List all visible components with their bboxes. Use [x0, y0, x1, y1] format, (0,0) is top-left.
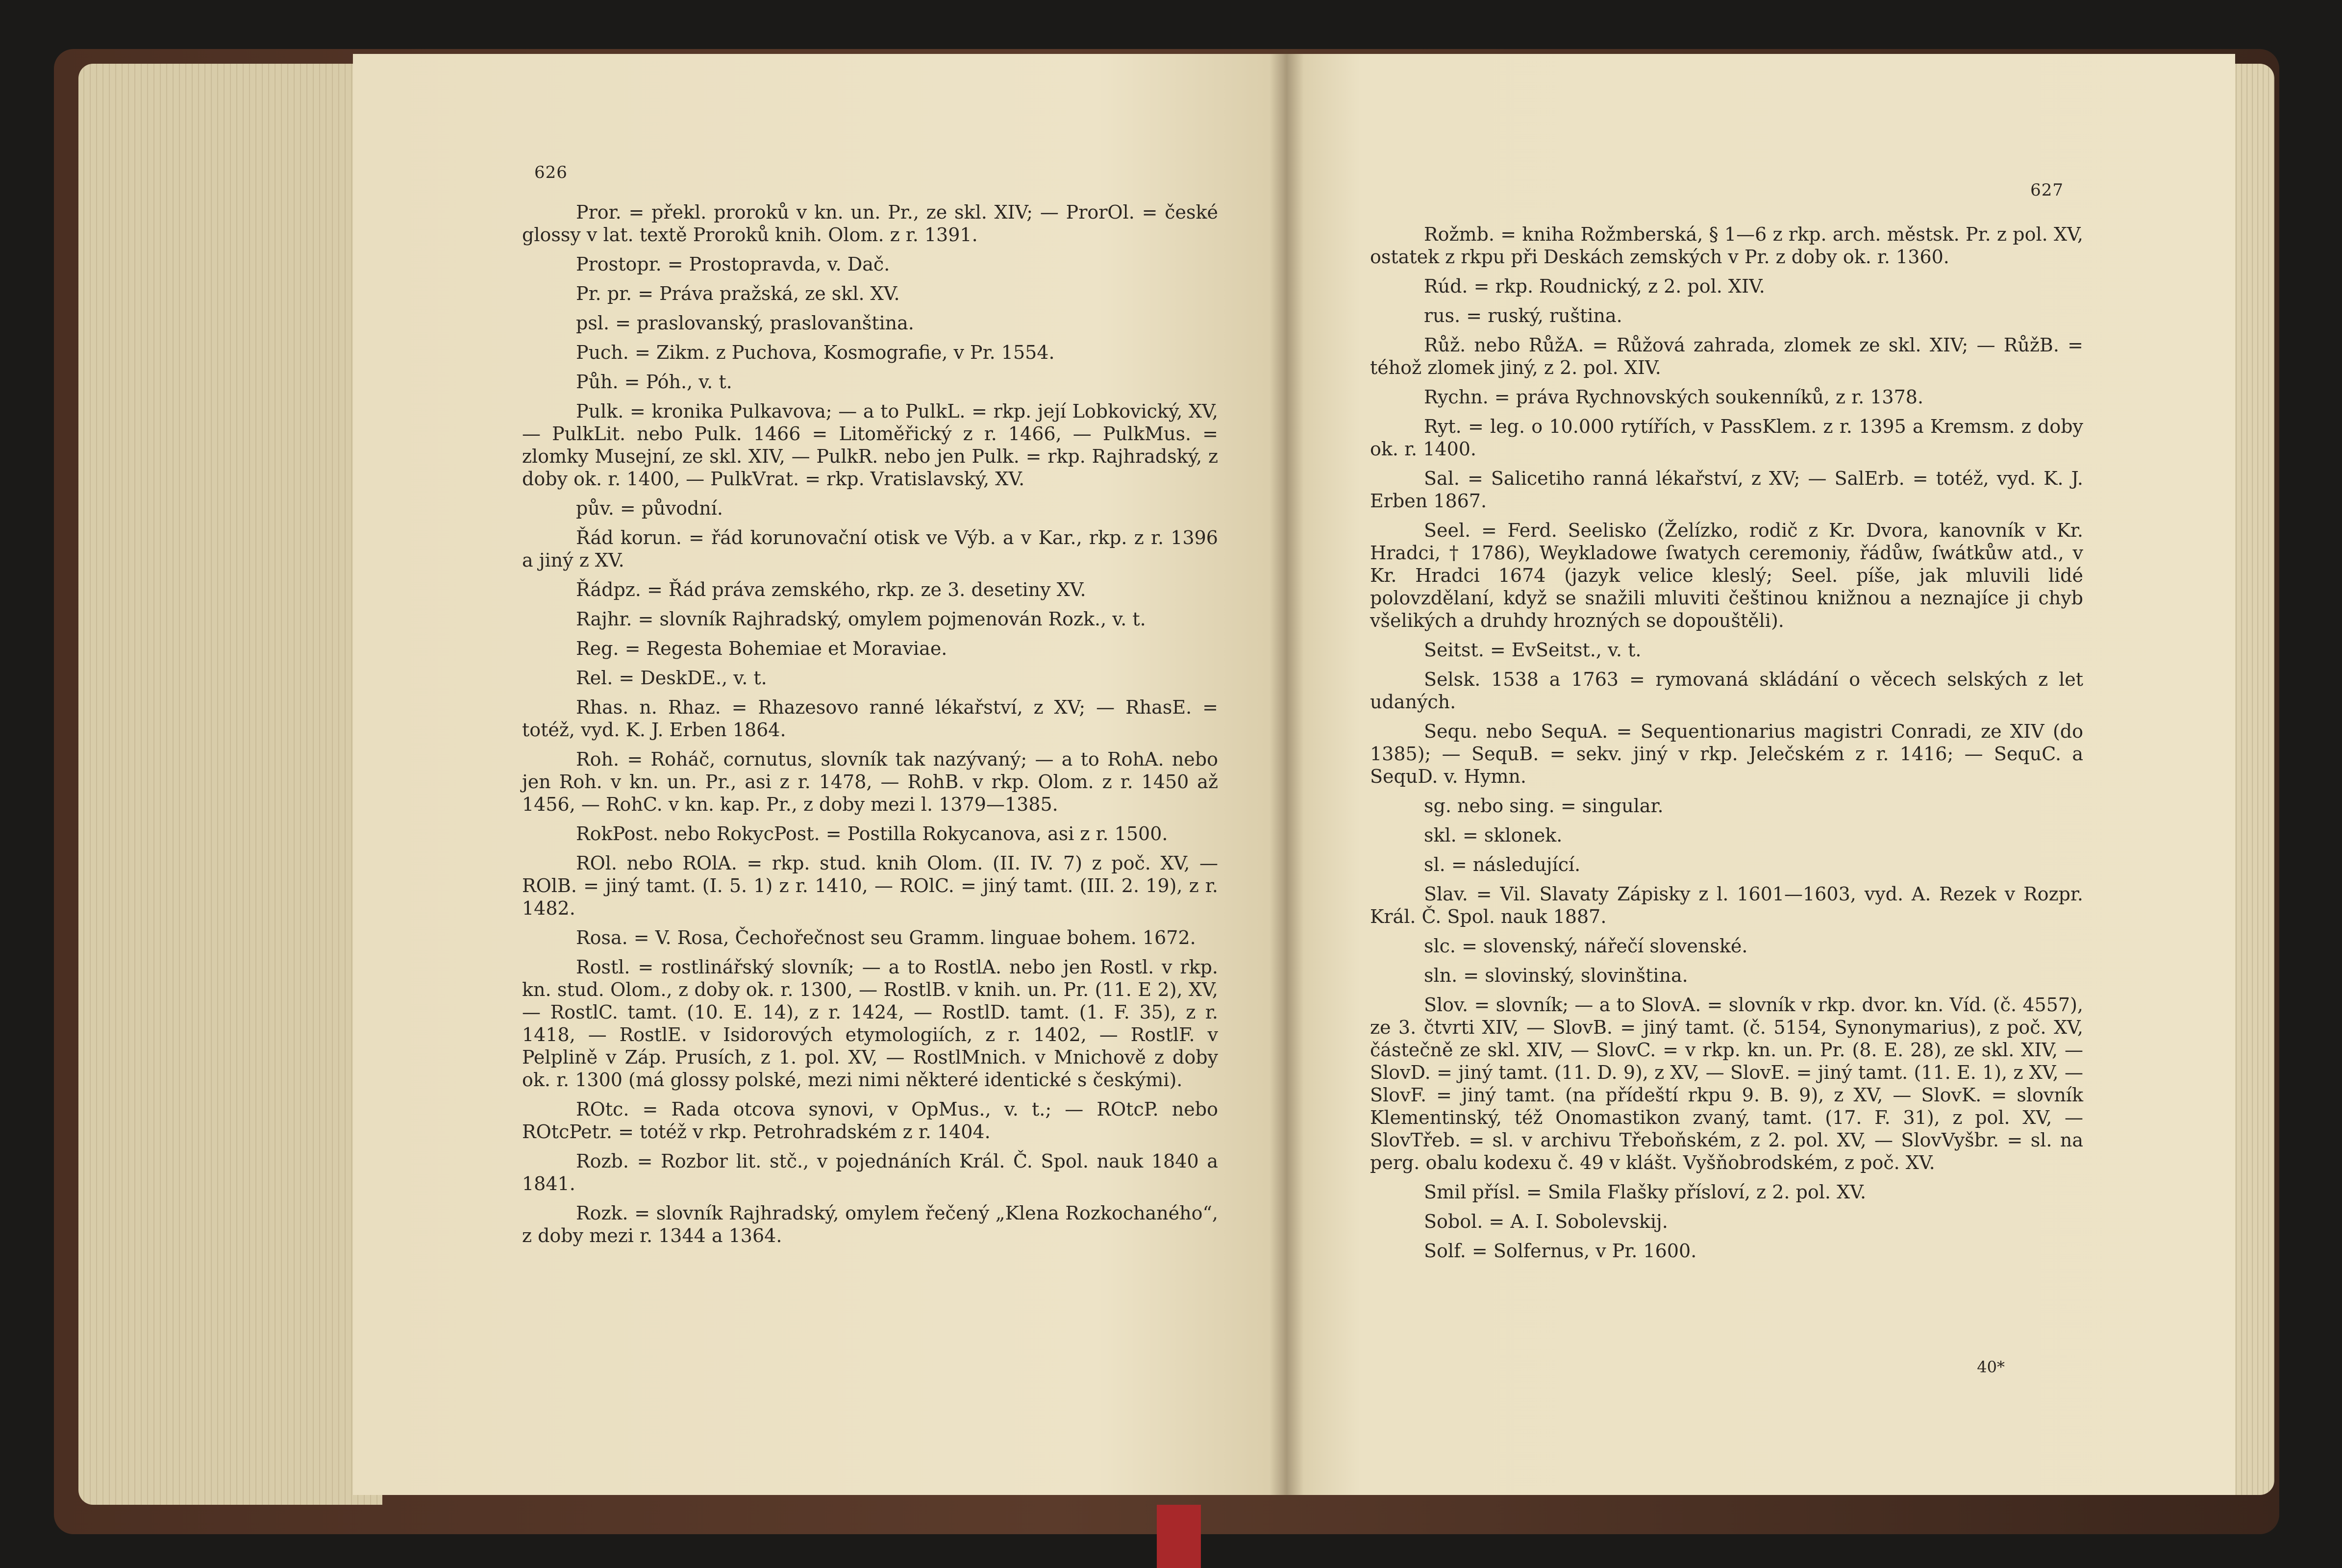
dictionary-entry: RokPost. nebo RokycPost. = Postilla Rokycanova, asi z r. 1500. [576, 823, 1168, 845]
dictionary-entry: Slav. = Vil. Slavaty Zápisky z l. 1601—1603, vyd. A. Rezek v Rozpr. Král. Č. Spol. nauk 1887. [1370, 883, 2083, 927]
dictionary-entry: pův. = původní. [576, 498, 723, 519]
dictionary-entry: Pror. = překl. proroků v kn. un. Pr., ze skl. XIV; — ProrOl. = české glossy v lat. textě Proroků knih. Olom. z r. 1391. [522, 201, 1218, 246]
dictionary-entry: Slov. = slovník; — a to SlovA. = slovník v rkp. dvor. kn. Víd. (č. 4557), ze 3. čtvrti XIV, — SlovB. = jiný tamt. (č. 5154, Synonymarius), z poč. XV, částečně ze skl. XIV, — SlovC. = v rkp. kn. un. Pr. (8. E. 28), ze skl. XIV, — SlovD. = jiný tamt. (11. D. 9), z XV, — SlovE. = jiný tamt. (11. E. 1), z XV, — SlovF. = jiný tamt. (na přídeští rkpu 9. B. 9), z XV, — SlovK. = slovník Klementinský, též Onomastikon zvaný, tamt. (17. F. 31), z pol. XV, — SlovTřeb. = sl. v archivu Třeboňském, z 2. pol. XV, — SlovVyšbr. = sl. na perg. obalu kodexu č. 49 v klášt. Vyšňobrodském, z poč. XV. [1370, 994, 2083, 1173]
dictionary-entry: Pulk. = kronika Pulkavova; — a to PulkL. = rkp. její Lobkovický, XV, — PulkLit. nebo Pulk. 1466 = Litoměřický z r. 1466, — PulkMus. = zlomky Musejní, ze skl. XIV, — PulkR. nebo jen Pulk. = rkp. Rajhradský, z doby ok. r. 1400, — PulkVrat. = rkp. Vratislavský, XV. [522, 400, 1218, 490]
dictionary-entry: Roh. = Roháč, cornutus, slovník tak nazývaný; — a to RohA. nebo jen Roh. v kn. un. Pr., asi z r. 1478, — RohB. v rkp. Olom. z r. 1450 až 1456, — RohC. v kn. kap. Pr., z doby mezi l. 1379—1385. [522, 748, 1218, 815]
dictionary-entry: sg. nebo sing. = singular. [1424, 795, 1664, 817]
dictionary-entry: Rozk. = slovník Rajhradský, omylem řečený „Klena Rozkochaného“, z doby mezi r. 1344 a 1364. [522, 1202, 1218, 1246]
dictionary-entry: psl. = praslovanský, praslovanština. [576, 312, 914, 334]
dictionary-entry: Sequ. nebo SequA. = Sequentionarius magistri Conradi, ze XIV (do 1385); — SequB. = sekv. jiný v rkp. Jelečském z r. 1416; — SequC. a SequD. v. Hymn. [1370, 721, 2083, 787]
dictionary-entry: Rajhr. = slovník Rajhradský, omylem pojmenován Rozk., v. t. [576, 608, 1146, 630]
dictionary-entry: ROl. nebo ROlA. = rkp. stud. knih Olom. (II. IV. 7) z poč. XV, — ROlB. = jiný tamt. (I. 5. 1) z r. 1410, — ROlC. = jiný tamt. (III. 2. 19), z r. 1482. [522, 852, 1218, 919]
dictionary-entry: Reg. = Regesta Bohemiae et Moraviae. [576, 638, 947, 659]
dictionary-entry: sl. = následující. [1424, 854, 1581, 875]
dictionary-entry: Řád korun. = řád korunovační otisk ve Výb. a v Kar., rkp. z r. 1396 a jiný z XV. [522, 527, 1218, 571]
dictionary-entry: Smil přísl. = Smila Flašky přísloví, z 2. pol. XV. [1424, 1181, 1867, 1203]
right-page [1284, 54, 2235, 1495]
dictionary-entry: Půh. = Póh., v. t. [576, 371, 732, 393]
dictionary-entry: Seitst. = EvSeitst., v. t. [1424, 639, 1642, 661]
dictionary-entry: Rozb. = Rozbor lit. stč., v pojednáních Král. Č. Spol. nauk 1840 a 1841. [522, 1150, 1218, 1195]
dictionary-entry: Prostopr. = Prostopravda, v. Dač. [576, 253, 890, 275]
dictionary-entry: Puch. = Zikm. z Puchova, Kosmografie, v Pr. 1554. [576, 342, 1055, 363]
dictionary-entry: skl. = sklonek. [1424, 824, 1563, 846]
book-gutter [1270, 49, 1304, 1500]
dictionary-entry: Řádpz. = Řád práva zemského, rkp. ze 3. desetiny XV. [576, 579, 1086, 600]
dictionary-entry: slc. = slovenský, nářečí slovenské. [1424, 935, 1748, 957]
dictionary-entry: Seel. = Ferd. Seelisko (Želízko, rodič z Kr. Dvora, kanovník v Kr. Hradci, † 1786), Weykladowe ſwatych ceremoniy, řádůw, ſwátkůw atd., v Kr. Hradci 1674 (jazyk velice kleslý; Seel. píše, jak mluvili lidé polovzdělaní, když se snažili mluviti češtinou knižnou a neznajíce ji chyb všelikých a druhdy hrozných se dopouštěli). [1370, 520, 2083, 631]
dictionary-entry: Ryt. = leg. o 10.000 rytířích, v PassKlem. z r. 1395 a Kremsm. z doby ok. r. 1400. [1370, 416, 2083, 460]
dictionary-entry: Rel. = DeskDE., v. t. [576, 667, 767, 689]
dictionary-entry: Rychn. = práva Rychnovských soukenníků, z r. 1378. [1424, 386, 1924, 408]
left-page [353, 54, 1284, 1495]
dictionary-entry: Sal. = Salicetiho ranná lékařství, z XV; — SalErb. = totéž, vyd. K. J. Erben 1867. [1370, 468, 2083, 512]
dictionary-entry: Rhas. n. Rhaz. = Rhazesovo ranné lékařství, z XV; — RhasE. = totéž, vyd. K. J. Erben 1864. [522, 697, 1218, 741]
dictionary-entry: rus. = ruský, ruština. [1424, 305, 1622, 326]
dictionary-entry: Pr. pr. = Práva pražská, ze skl. XV. [576, 283, 900, 304]
dictionary-entry: Rúd. = rkp. Roudnický, z 2. pol. XIV. [1424, 275, 1765, 297]
dictionary-entry: Rožmb. = kniha Rožmberská, § 1—6 z rkp. arch. městsk. Pr. z pol. XV, ostatek z rkpu při Deskách zemských v Pr. z doby ok. r. 1360. [1370, 224, 2083, 268]
dictionary-entry: Sobol. = A. I. Sobolevskij. [1424, 1211, 1668, 1232]
right-column [1370, 223, 2083, 1269]
bookmark-ribbon [1157, 1505, 1201, 1568]
dictionary-entry: sln. = slovinský, slovinština. [1424, 965, 1688, 986]
dictionary-entry: Selsk. 1538 a 1763 = rymovaná skládání o věcech selských z let udaných. [1370, 669, 2083, 713]
left-column [522, 201, 1218, 1254]
dictionary-entry: Rosa. = V. Rosa, Čechořečnost seu Gramm. linguae bohem. 1672. [576, 927, 1196, 948]
page-stack-left [78, 64, 382, 1505]
dictionary-entry: Růž. nebo RůžA. = Růžová zahrada, zlomek ze skl. XIV; — RůžB. = téhož zlomek jiný, z 2. pol. XIV. [1370, 334, 2083, 378]
dictionary-entry: ROtc. = Rada otcova synovi, v OpMus., v. t.; — ROtcP. nebo ROtcPetr. = totéž v rkp. Petrohradském z r. 1404. [522, 1098, 1218, 1143]
left-page-number: 626 [534, 163, 568, 182]
dictionary-entry: Solf. = Solfernus, v Pr. 1600. [1424, 1240, 1697, 1262]
right-page-number: 627 [2030, 180, 2064, 200]
printer-signature: 40* [1977, 1358, 2005, 1376]
dictionary-entry: Rostl. = rostlinářský slovník; — a to RostlA. nebo jen Rostl. v rkp. kn. stud. Olom., z doby ok. r. 1300, — RostlB. v knih. un. Pr. (11. E 2), XV, — RostlC. tamt. (10. E. 14), z r. 1424, — RostlD. tamt. (1. F. 35), z r. 1418, — RostlE. v Isidorových etymologiích, z r. 1402, — RostlF. v Pelplině v Záp. Prusích, z 1. pol. XV, — RostlMnich. v Mnichově z doby ok. r. 1300 (má glossy polské, mezi nimi některé identické s českými). [522, 956, 1218, 1091]
